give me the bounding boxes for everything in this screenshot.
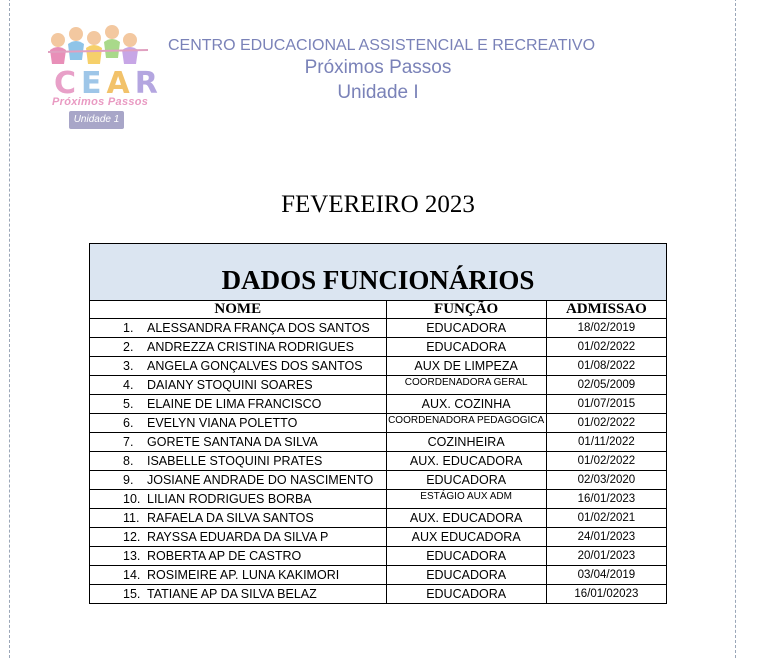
employee-role: AUX DE LIMPEZA	[386, 357, 546, 376]
row-number: 1.	[123, 321, 134, 335]
employee-name-cell	[90, 490, 387, 509]
employee-name: ISABELLE STOQUINI PRATES	[147, 454, 323, 468]
institution-unit: Unidade I	[337, 82, 419, 103]
admission-date: 02/03/2020	[546, 471, 666, 490]
employee-name-cell	[90, 509, 387, 528]
staff-table	[89, 243, 667, 604]
logo-unit-tag: Unidade 1	[69, 111, 124, 129]
employee-name-cell	[90, 528, 387, 547]
table-row	[90, 433, 667, 452]
admission-date: 16/01/02023	[546, 585, 666, 604]
employee-name: ANDREZZA CRISTINA RODRIGUES	[147, 340, 354, 354]
employee-name: ALESSANDRA FRANÇA DOS SANTOS	[147, 321, 370, 335]
employee-name-cell	[90, 338, 387, 357]
table-header-row	[90, 301, 667, 319]
row-number: 6.	[123, 416, 134, 430]
employee-role: COORDENADORA GERAL	[386, 376, 546, 395]
row-number: 4.	[123, 378, 134, 392]
table-row	[90, 414, 667, 433]
admission-date: 24/01/2023	[546, 528, 666, 547]
table-row	[90, 585, 667, 604]
table-row	[90, 471, 667, 490]
employee-name: ROSIMEIRE AP. LUNA KAKIMORI	[147, 568, 340, 582]
table-row	[90, 452, 667, 471]
employee-role: AUX. EDUCADORA	[386, 509, 546, 528]
employee-name-cell	[90, 319, 387, 338]
employee-name: DAIANY STOQUINI SOARES	[147, 378, 313, 392]
employee-role: AUX. COZINHA	[386, 395, 546, 414]
admission-date: 01/08/2022	[546, 357, 666, 376]
employee-name-cell	[90, 471, 387, 490]
institution-subtitle: Próximos Passos	[304, 57, 452, 78]
table-row	[90, 528, 667, 547]
report-month: FEVEREIRO 2023	[281, 191, 475, 218]
row-number: 9.	[123, 473, 134, 487]
admission-date: 02/05/2009	[546, 376, 666, 395]
employee-name-cell	[90, 566, 387, 585]
table-row	[90, 319, 667, 338]
row-number: 14.	[123, 568, 141, 582]
table-title: DADOS FUNCIONÁRIOS	[90, 244, 667, 301]
column-header-admission: ADMISSAO	[546, 301, 666, 319]
table-row	[90, 509, 667, 528]
row-number: 8.	[123, 454, 134, 468]
row-number: 10.	[123, 492, 141, 506]
employee-name: JOSIANE ANDRADE DO NASCIMENTO	[147, 473, 374, 487]
admission-date: 01/02/2022	[546, 452, 666, 471]
employee-name: ELAINE DE LIMA FRANCISCO	[147, 397, 322, 411]
employee-name: GORETE SANTANA DA SILVA	[147, 435, 318, 449]
column-header-name: NOME	[90, 301, 387, 319]
table-row	[90, 338, 667, 357]
admission-date: 18/02/2019	[546, 319, 666, 338]
logo-word: CEAR	[54, 66, 163, 101]
employee-name-cell	[90, 547, 387, 566]
admission-date: 01/02/2022	[546, 338, 666, 357]
employee-name-cell	[90, 452, 387, 471]
employee-name: ROBERTA AP DE CASTRO	[147, 549, 302, 563]
employee-role: EDUCADORA	[386, 338, 546, 357]
employee-name-cell	[90, 414, 387, 433]
employee-role: EDUCADORA	[386, 585, 546, 604]
employee-name-cell	[90, 433, 387, 452]
employee-name-cell	[90, 357, 387, 376]
employee-role: COZINHEIRA	[386, 433, 546, 452]
admission-date: 01/11/2022	[546, 433, 666, 452]
row-number: 2.	[123, 340, 134, 354]
logo-subtitle: Próximos Passos	[52, 96, 149, 108]
row-number: 3.	[123, 359, 134, 373]
employee-role: EDUCADORA	[386, 566, 546, 585]
admission-date: 01/07/2015	[546, 395, 666, 414]
employee-name: EVELYN VIANA POLETTO	[147, 416, 298, 430]
institution-name: CENTRO EDUCACIONAL ASSISTENCIAL E RECREATIVO	[168, 37, 596, 54]
row-number: 13.	[123, 549, 141, 563]
row-number: 5.	[123, 397, 134, 411]
admission-date: 01/02/2021	[546, 509, 666, 528]
table-row	[90, 490, 667, 509]
row-number: 7.	[123, 435, 134, 449]
table-body	[90, 319, 667, 604]
table-row	[90, 357, 667, 376]
employee-name-cell	[90, 395, 387, 414]
employee-role: EDUCADORA	[386, 471, 546, 490]
employee-name: RAFAELA DA SILVA SANTOS	[147, 511, 314, 525]
admission-date: 01/02/2022	[546, 414, 666, 433]
employee-role: COORDENADORA PEDAGOGICA	[386, 414, 546, 433]
employee-name: TATIANE AP DA SILVA BELAZ	[147, 587, 317, 601]
employee-role: AUX. EDUCADORA	[386, 452, 546, 471]
admission-date: 03/04/2019	[546, 566, 666, 585]
admission-date: 20/01/2023	[546, 547, 666, 566]
table-title-row	[90, 244, 667, 301]
row-number: 11.	[123, 511, 140, 525]
employee-role: EDUCADORA	[386, 547, 546, 566]
table-row	[90, 566, 667, 585]
admission-date: 16/01/2023	[546, 490, 666, 509]
employee-role: EDUCADORA	[386, 319, 546, 338]
column-header-role: FUNÇÃO	[386, 301, 546, 319]
employee-name: RAYSSA EDUARDA DA SILVA P	[147, 530, 329, 544]
table-row	[90, 395, 667, 414]
table-row	[90, 376, 667, 395]
employee-name-cell	[90, 585, 387, 604]
table-row	[90, 547, 667, 566]
row-number: 15.	[123, 587, 141, 601]
employee-name-cell	[90, 376, 387, 395]
row-number: 12.	[123, 530, 141, 544]
employee-role: ESTÁGIO AUX ADM	[386, 490, 546, 509]
employee-role: AUX EDUCADORA	[386, 528, 546, 547]
employee-name: LILIAN RODRIGUES BORBA	[147, 492, 312, 506]
employee-name: ANGELA GONÇALVES DOS SANTOS	[147, 359, 363, 373]
